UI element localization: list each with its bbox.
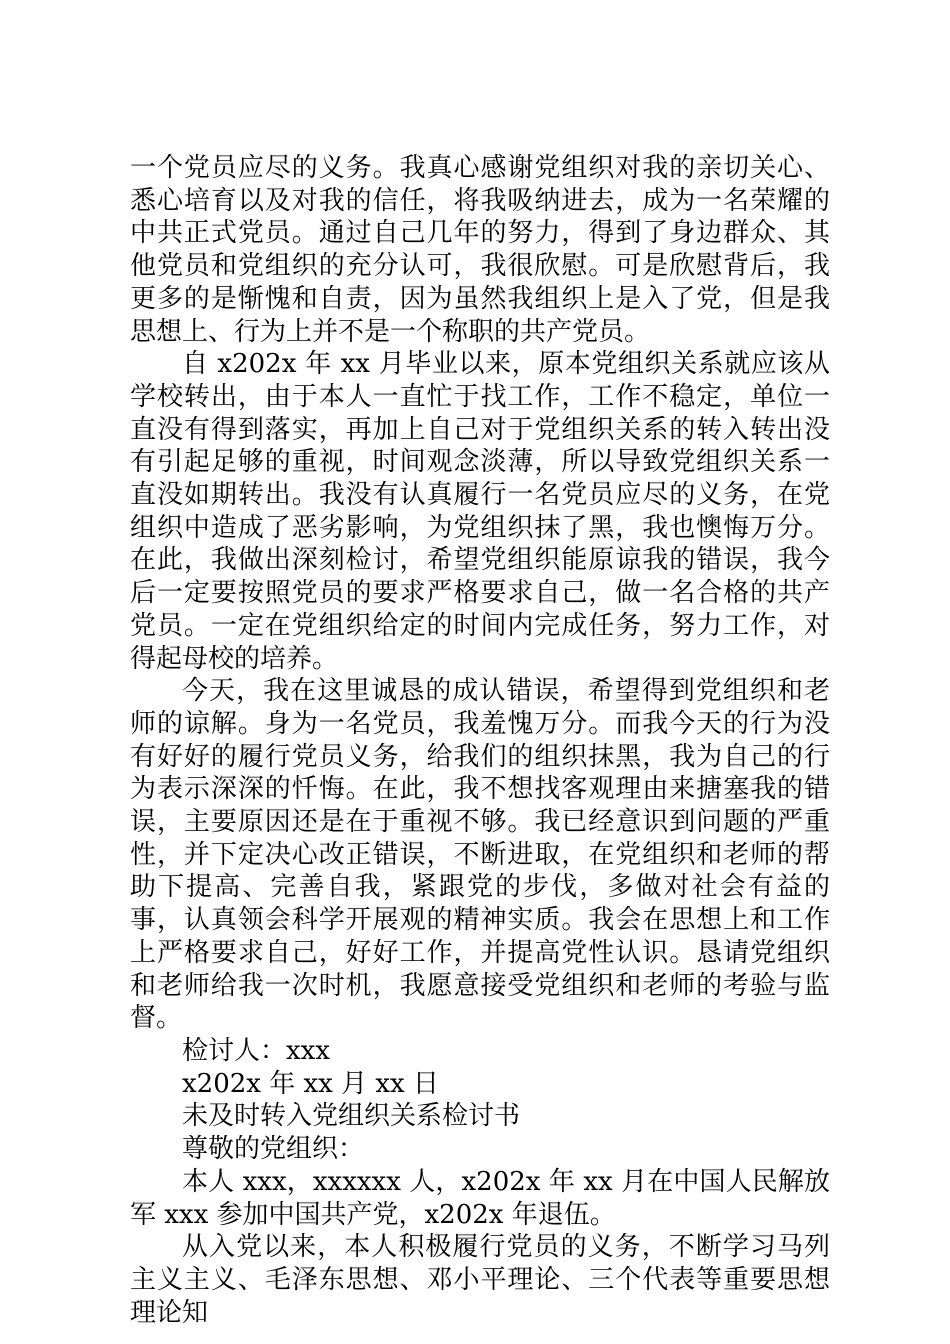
paragraph-apology: 今天，我在这里诚恳的成认错误，希望得到党组织和老师的谅解。身为一名党员，我羞愧万分。而我今天的行为没有好好的履行党员义务，给我们的组织抹黑，我为自己的行为表示深深的忏悔。在此，我不想找客观理由来搪塞我的错误，主要原因还是在于重视不够。我已经意识到问题的严重性，并下定决心改正错误，不断进取，在党组织和老师的帮助下提高、完善自我，紧跟党的步伐，多做对社会有益的事，认真领会科学开展观的精神实质。我会在思想上和工作上严格要求自己，好好工作，并提高党性认识。恳请党组织和老师给我一次时机，我愿意接受党组织和老师的考验与监督。 <box>130 676 830 1034</box>
paragraph-transfer-delay: 自 x202x 年 xx 月毕业以来，原本党组织关系就应该从学校转出，由于本人一直忙于找工作，工作不稳定，单位一直没有得到落实，再加上自己对于党组织关系的转入转出没有引起足够的重视，时间观念淡薄，所以导致党组织关系一直没如期转出。我没有认真履行一名党员应尽的义务，在党组织中造成了恶劣影响，为党组织抹了黑，我也懊悔万分。在此，我做出深刻检讨，希望党组织能原谅我的错误，我今后一定要按照党员的要求严格要求自己，做一名合格的共产党员。一定在党组织给定的时间内完成任务，努力工作，对得起母校的培养。 <box>130 349 830 674</box>
paragraph-self-intro: 本人 xxx，xxxxxx 人，x202x 年 xx 月在中国人民解放军 xxx 参加中国共产党，x202x 年退伍。 <box>130 1166 830 1230</box>
paragraph-continuation: 一个党员应尽的义务。我真心感谢党组织对我的亲切关心、悉心培育以及对我的信任，将我吸纳进去，成为一名荣耀的中共正式党员。通过自己几年的努力，得到了身边群众、其他党员和党组织的充分认可，我很欣慰。可是欣慰背后，我更多的是惭愧和自责，因为虽然我组织上是入了党，但是我思想上、行为上并不是一个称职的共产党员。 <box>130 153 830 347</box>
document-body <box>130 152 830 1329</box>
salutation: 尊敬的党组织： <box>182 1134 365 1165</box>
document-title: 未及时转入党组织关系检讨书 <box>182 1101 521 1132</box>
signature-line: 检讨人：xxx <box>182 1035 330 1066</box>
date-line: x202x 年 xx 月 xx 日 <box>182 1068 439 1099</box>
paragraph-party-duties: 从入党以来，本人积极履行党员的义务，不断学习马列主义主义、毛泽东思想、邓小平理论、三个代表等重要思想理论知 <box>130 1232 830 1328</box>
